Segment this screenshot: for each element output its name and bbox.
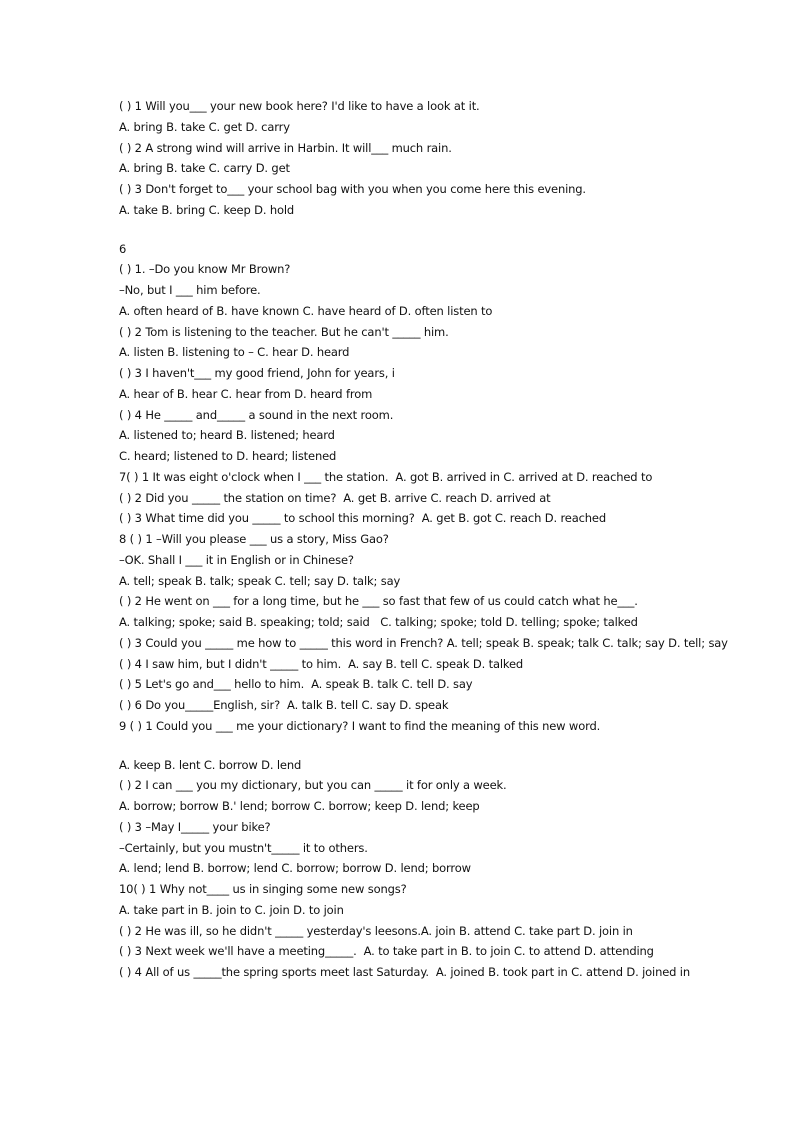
text-line: 8 ( ) 1 –Will you please ___ us a story, Miss Gao? xyxy=(119,532,389,546)
text-line: ( ) 5 Let's go and___ hello to him. A. speak B. talk C. tell D. say xyxy=(119,677,473,692)
text-line: A. lend; lend B. borrow; lend C. borrow; borrow D. lend; borrow xyxy=(119,861,471,876)
text-line: C. heard; listened to D. heard; listened xyxy=(119,449,337,463)
paragraph-gap xyxy=(119,221,759,239)
text-line: ( ) 1. –Do you know Mr Brown? xyxy=(119,262,291,277)
text-line: ( ) 2 I can ___ you my dictionary, but you can _____ it for only a week. xyxy=(119,778,507,793)
text-line: ( ) 2 He was ill, so he didn't _____ yesterday's leesons.A. join B. attend C. take part D. join in xyxy=(119,923,633,938)
exercise-content xyxy=(119,96,759,983)
text-line: 9 ( ) 1 Could you ___ me your dictionary? I want to find the meaning of this new word. xyxy=(119,718,601,733)
text-line: ( ) 3 Don't forget to___ your school bag with you when you come here this evening. xyxy=(119,182,586,196)
text-line: A. bring B. take C. carry D. get xyxy=(119,161,290,176)
text-line: ( ) 3 What time did you _____ to school this morning? A. get B. got C. reach D. reached xyxy=(119,511,606,526)
text-line: A. take part in B. join to C. join D. to join xyxy=(119,902,344,917)
text-line: ( ) 3 Could you _____ me how to _____ this word in French? A. tell; speak B. speak; talk C. talk; say D. tell; say xyxy=(119,635,728,650)
text-line: A. listened to; heard B. listened; heard xyxy=(119,428,335,443)
text-line: A. tell; speak B. talk; speak C. tell; say D. talk; say xyxy=(119,573,401,588)
exercise-block-2 xyxy=(119,239,759,737)
text-line: ( ) 4 He _____ and_____ a sound in the next room. xyxy=(119,407,394,422)
exercise-block-3 xyxy=(119,755,759,983)
text-line: ( ) 3 Next week we'll have a meeting_____. A. to take part in B. to join C. to attend D. attending xyxy=(119,944,654,959)
text-line: 10( ) 1 Why not____ us in singing some new songs? xyxy=(119,882,407,896)
text-line: A. borrow; borrow B.' lend; borrow C. borrow; keep D. lend; keep xyxy=(119,799,480,813)
text-line: ( ) 3 I haven't___ my good friend, John for years, i xyxy=(119,366,395,380)
text-line: ( ) 2 Tom is listening to the teacher. But he can't _____ him. xyxy=(119,324,449,339)
text-line: ( ) 1 Will you___ your new book here? I'd like to have a look at it. xyxy=(119,99,480,113)
text-line: A. take B. bring C. keep D. hold xyxy=(119,202,295,217)
text-line: –Certainly, but you mustn't_____ it to others. xyxy=(119,840,368,855)
text-line: ( ) 2 Did you _____ the station on time? A. get B. arrive C. reach D. arrived at xyxy=(119,490,551,505)
text-line: 7( ) 1 It was eight o'clock when I ___ the station. A. got B. arrived in C. arrived at D. reached to xyxy=(119,469,653,484)
text-line: ( ) 2 He went on ___ for a long time, but he ___ so fast that few of us could catch what he___. xyxy=(119,594,638,609)
text-line: ( ) 4 I saw him, but I didn't _____ to him. A. say B. tell C. speak D. talked xyxy=(119,656,524,671)
text-line: A. often heard of B. have known C. have heard of D. often listen to xyxy=(119,303,493,318)
text-line: ( ) 2 A strong wind will arrive in Harbin. It will___ much rain. xyxy=(119,140,452,155)
text-line: ( ) 4 All of us _____the spring sports meet last Saturday. A. joined B. took part in C. attend D. joined in xyxy=(119,965,690,979)
text-line: A. keep B. lent C. borrow D. lend xyxy=(119,757,302,772)
text-line: –OK. Shall I ___ it in English or in Chinese? xyxy=(119,552,354,567)
text-line: –No, but I ___ him before. xyxy=(119,283,261,297)
text-line: A. listen B. listening to – C. hear D. heard xyxy=(119,345,350,360)
text-line: A. bring B. take C. get D. carry xyxy=(119,119,290,134)
text-line: A. talking; spoke; said B. speaking; told; said C. talking; spoke; told D. telling; spoke; talked xyxy=(119,615,638,629)
text-line: ( ) 3 –May I_____ your bike? xyxy=(119,819,271,834)
text-line: ( ) 6 Do you_____English, sir? A. talk B. tell C. say D. speak xyxy=(119,698,449,712)
paragraph-gap xyxy=(119,737,759,755)
section-number: 6 xyxy=(119,241,127,256)
text-line: A. hear of B. hear C. hear from D. heard from xyxy=(119,386,373,401)
exercise-block-1 xyxy=(119,96,759,221)
